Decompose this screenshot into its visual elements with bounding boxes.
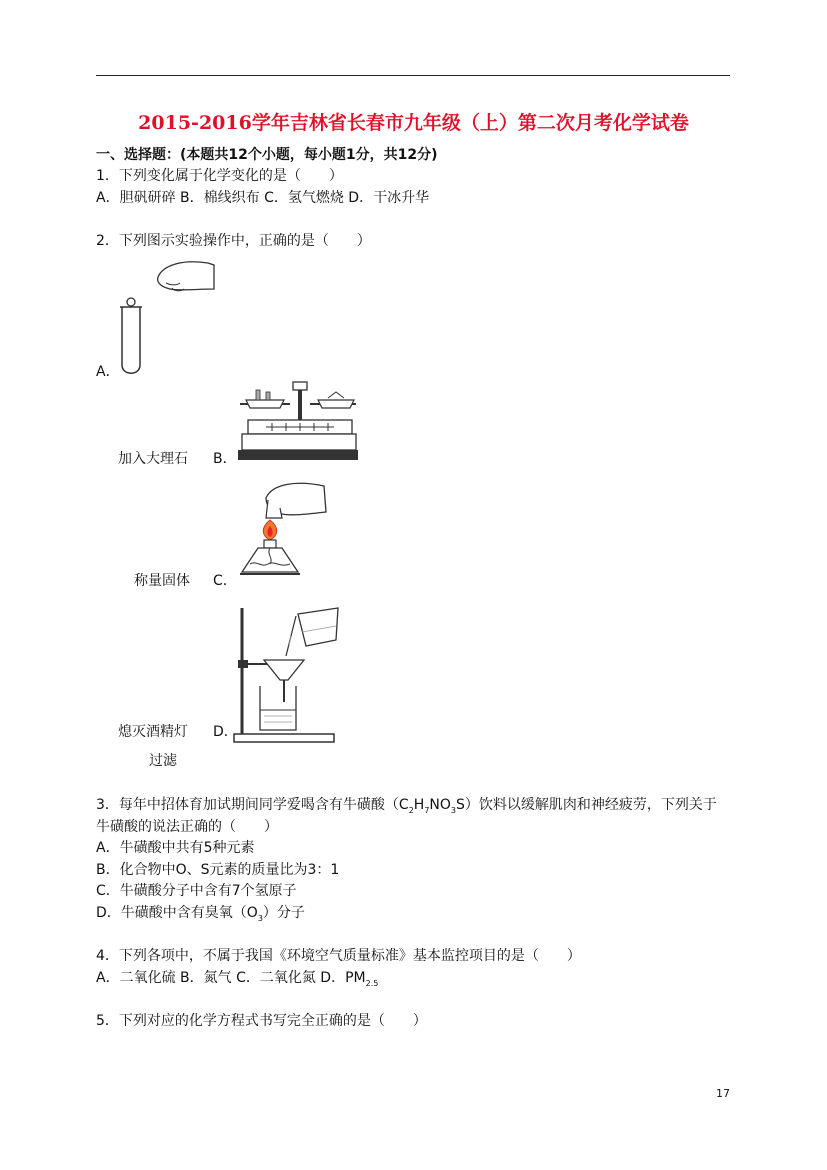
question-1-options: A．胆矾研碎 B．棉线织布 C．氢气燃烧 D．干冰升华 [96,190,430,206]
option-d-label: D． [213,724,238,740]
option-a-caption: 加入大理石 [118,451,188,467]
page-title: 2015-2016学年吉林省长春市九年级（上）第二次月考化学试卷 [138,112,689,134]
alcohol-lamp-figure [236,478,328,588]
option-c-caption: 熄灭酒精灯 [118,724,188,740]
question-4-options: A．二氧化硫 B．氮气 C．二氧化氮 D．$PM_{2.5}$ [96,970,379,988]
question-2-stem: 2．下列图示实验操作中，正确的是（ ） [96,233,371,249]
question-3-option-b: B．化合物中O、S元素的质量比为3：1 [96,862,340,878]
option-d-caption: 过滤 [149,753,177,769]
option-a-label: A． [96,364,120,380]
section-heading: 一、选择题：(本题共12个小题，每小题1分，共12分) [96,147,438,163]
balance-figure [238,380,358,465]
question-3-option-d: D．牛磺酸中含有臭氧$(O_3)$分子 [96,905,305,923]
option-b-caption: 称量固体 [134,573,190,589]
filtration-figure [234,606,344,746]
question-3-stem-continued: 牛磺酸的说法正确的（ ） [96,819,278,835]
question-5-stem: 5．下列对应的化学方程式书写完全正确的是（ ） [96,1013,427,1029]
question-1-stem: 1．下列变化属于化学变化的是（ ） [96,168,343,184]
header-rule [96,75,730,76]
option-b-label: B． [213,451,237,467]
test-tube-figure [118,255,218,380]
question-3-option-c: C．牛磺酸分子中含有7个氢原子 [96,883,297,899]
option-c-label: C． [213,573,237,589]
question-3-option-a: A．牛磺酸中共有5种元素 [96,840,255,856]
page-number: 17 [716,1087,730,1100]
question-4-stem: 4．下列各项中，不属于我国《环境空气质量标准》基本监控项目的是（ ） [96,948,581,964]
question-3-stem: 3．每年中招体育加试期间同学爱喝含有牛磺酸$(C_2H_7NO_3S)$饮料以缓解肌肉和神经疲劳，下列关于 [96,797,717,815]
